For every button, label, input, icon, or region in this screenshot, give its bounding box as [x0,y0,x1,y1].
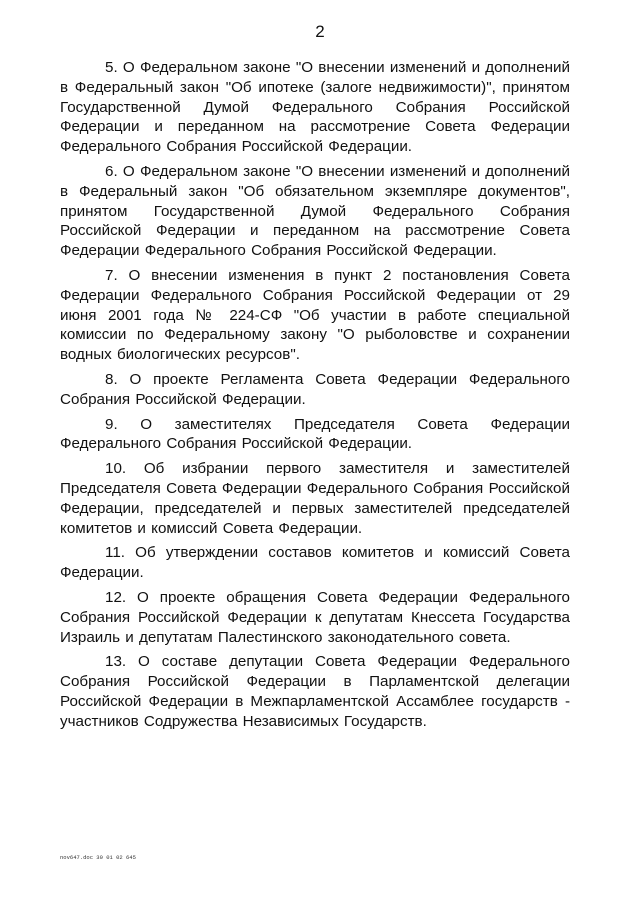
agenda-item-12: 12. О проекте обращения Совета Федерации Федерального Собрания Российской Федерации к депутатам Кнессета Государства Израиль и депутатам Палестинского законодательного совета. [60,588,570,646]
page-number: 2 [315,22,325,41]
agenda-item-11: 11. Об утверждении составов комитетов и комиссий Совета Федерации. [60,544,570,582]
agenda-item-6: 6. О Федеральном законе "О внесении изменений и дополнений в Федеральный закон "Об обязательном экземпляре документов", принятом Государственной Думой Федерального Собрания Российской Федерации и переданном на рассмотрение Совета Федерации Федерального Собрания Российской Федерации. [60,162,570,260]
agenda-item-8: 8. О проекте Регламента Совета Федерации Федерального Собрания Российской Федерации. [60,370,570,408]
agenda-list [60,58,570,737]
agenda-item-10: 10. Об избрании первого заместителя и заместителей Председателя Совета Федерации Федерального Собрания Российской Федерации, председателей и первых заместителей председателей комитетов и комиссий Совета Федерации. [60,460,570,537]
agenda-item-7: 7. О внесении изменения в пункт 2 постановления Совета Федерации Федерального Собрания Российской Федерации от 29 июня 2001 года № 224-СФ "Об участии в работе специальной комиссии по Федеральному закону "О рыболовстве и сохранении водных биологических ресурсов". [60,266,570,364]
agenda-item-13: 13. О составе депутации Совета Федерации Федерального Собрания Российской Федерации в Парламентской делегации Российской Федерации в Межпарламентской Ассамблее государств - участников Содружества Независимых Государств. [60,653,570,730]
footer-document-code: nov647.doc 30 01 02 645 [60,854,136,861]
agenda-item-9: 9. О заместителях Председателя Совета Федерации Федерального Собрания Российской Федерации. [60,415,570,453]
agenda-item-5: 5. О Федеральном законе "О внесении изменений и дополнений в Федеральный закон "Об ипотеке (залоге недвижимости)", принятом Государственной Думой Федерального Собрания Российской Федерации и переданном на рассмотрение Совета Федерации Федерального Собрания Российской Федерации. [60,59,570,156]
